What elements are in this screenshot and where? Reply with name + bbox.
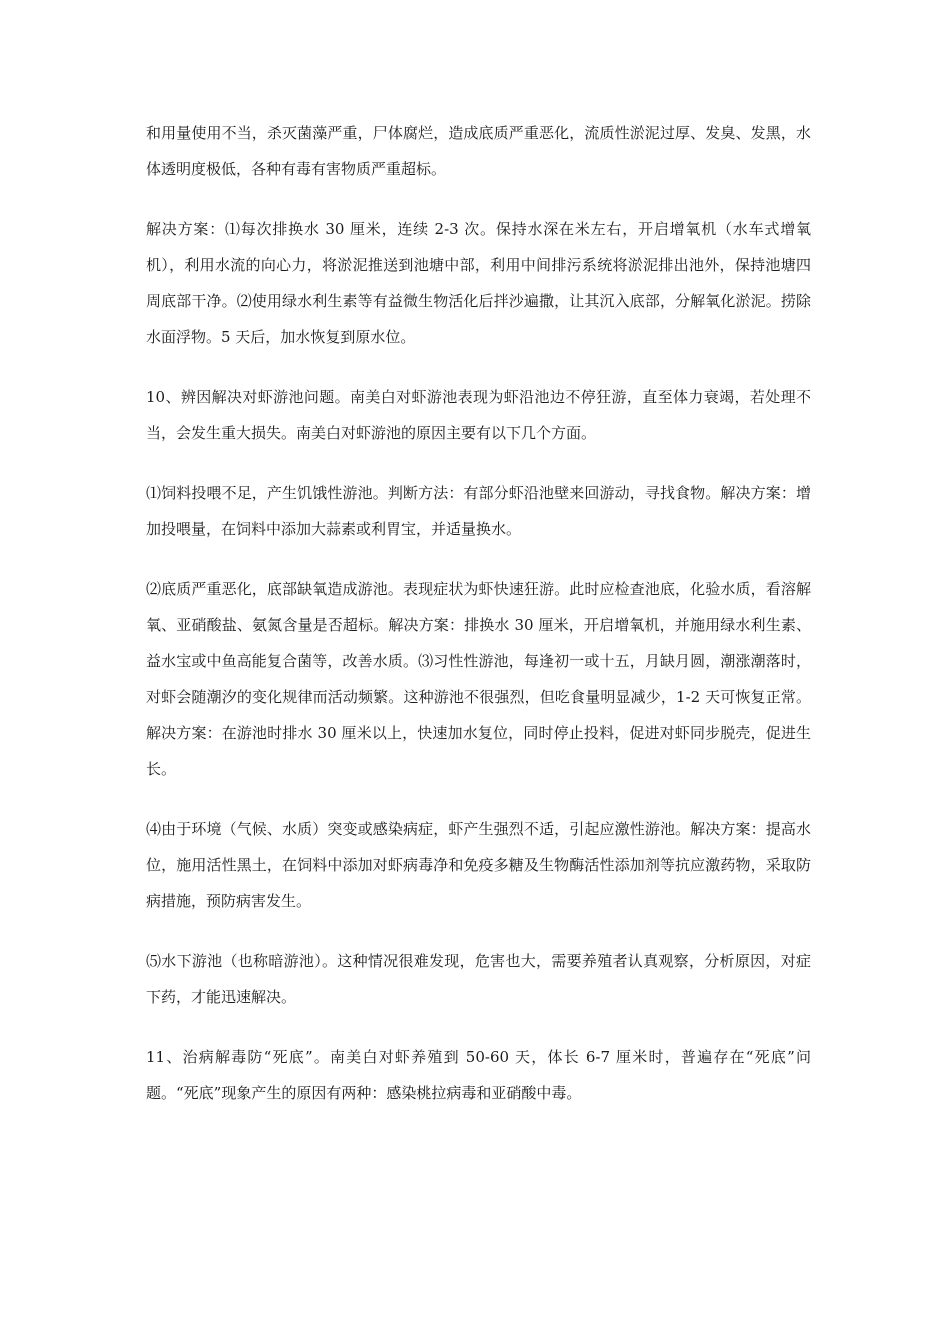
paragraph-cause-2-3-bottom-habit: ⑵底质严重恶化，底部缺氧造成游池。表现症状为虾快速狂游。此时应检查池底，化验水质，看溶解氧、亚硝酸盐、氨氮含量是否超标。解决方案：排换水 30 厘米，开启增氧机，并施用绿水利生素、益水宝或中鱼高能复合菌等，改善水质。⑶习性性游池，每逢初一或十五，月缺月圆，潮涨潮落时，对虾会随潮汐的变化规律而活动频繁。这种游池不很强烈，但吃食量明显减少，1-2 天可恢复正常。解决方案：在游池时排水 30 厘米以上，快速加水复位，同时停止投料，促进对虾同步脱壳，促进生长。 — [146, 580, 811, 778]
paragraph-sediment-cause: 和用量使用不当，杀灭菌藻严重，尸体腐烂，造成底质严重恶化，流质性淤泥过厚、发臭、发黑，水体透明度极低，各种有毒有害物质严重超标。 — [146, 124, 811, 178]
paragraph-cause-4-stress: ⑷由于环境（气候、水质）突变或感染病症，虾产生强烈不适，引起应激性游池。解决方案：提高水位，施用活性黑土，在饲料中添加对虾病毒净和免疫多糖及生物酶活性添加剂等抗应激药物，采取防病措施，预防病害发生。 — [146, 820, 811, 910]
paragraph-cause-5-underwater: ⑸水下游池（也称暗游池）。这种情况很难发现，危害也大，需要养殖者认真观察，分析原因，对症下药，才能迅速解决。 — [146, 952, 811, 1006]
paragraph-section-10-heading: 10、辨因解决对虾游池问题。南美白对虾游池表现为虾沿池边不停狂游，直至体力衰竭，若处理不当，会发生重大损失。南美白对虾游池的原因主要有以下几个方面。 — [146, 388, 811, 442]
paragraph-cause-1-hunger: ⑴饲料投喂不足，产生饥饿性游池。判断方法：有部分虾沿池壁来回游动，寻找食物。解决方案：增加投喂量，在饲料中添加大蒜素或利胃宝，并适量换水。 — [146, 484, 811, 538]
paragraph-sediment-solution: 解决方案：⑴每次排换水 30 厘米，连续 2-3 次。保持水深在米左右，开启增氧机（水车式增氧机），利用水流的向心力，将淤泥推送到池塘中部，利用中间排污系统将淤泥排出池外，保持池塘四周底部干净。⑵使用绿水利生素等有益微生物活化后拌沙遍撒，让其沉入底部，分解氧化淤泥。捞除水面浮物。5 天后，加水恢复到原水位。 — [146, 220, 811, 346]
paragraph-section-11-dead-bottom: 11、治病解毒防“死底”。南美白对虾养殖到 50-60 天，体长 6-7 厘米时，普遍存在“死底”问题。“死底”现象产生的原因有两种：感染桃拉病毒和亚硝酸中毒。 — [146, 1048, 811, 1102]
document-body — [146, 115, 811, 1111]
